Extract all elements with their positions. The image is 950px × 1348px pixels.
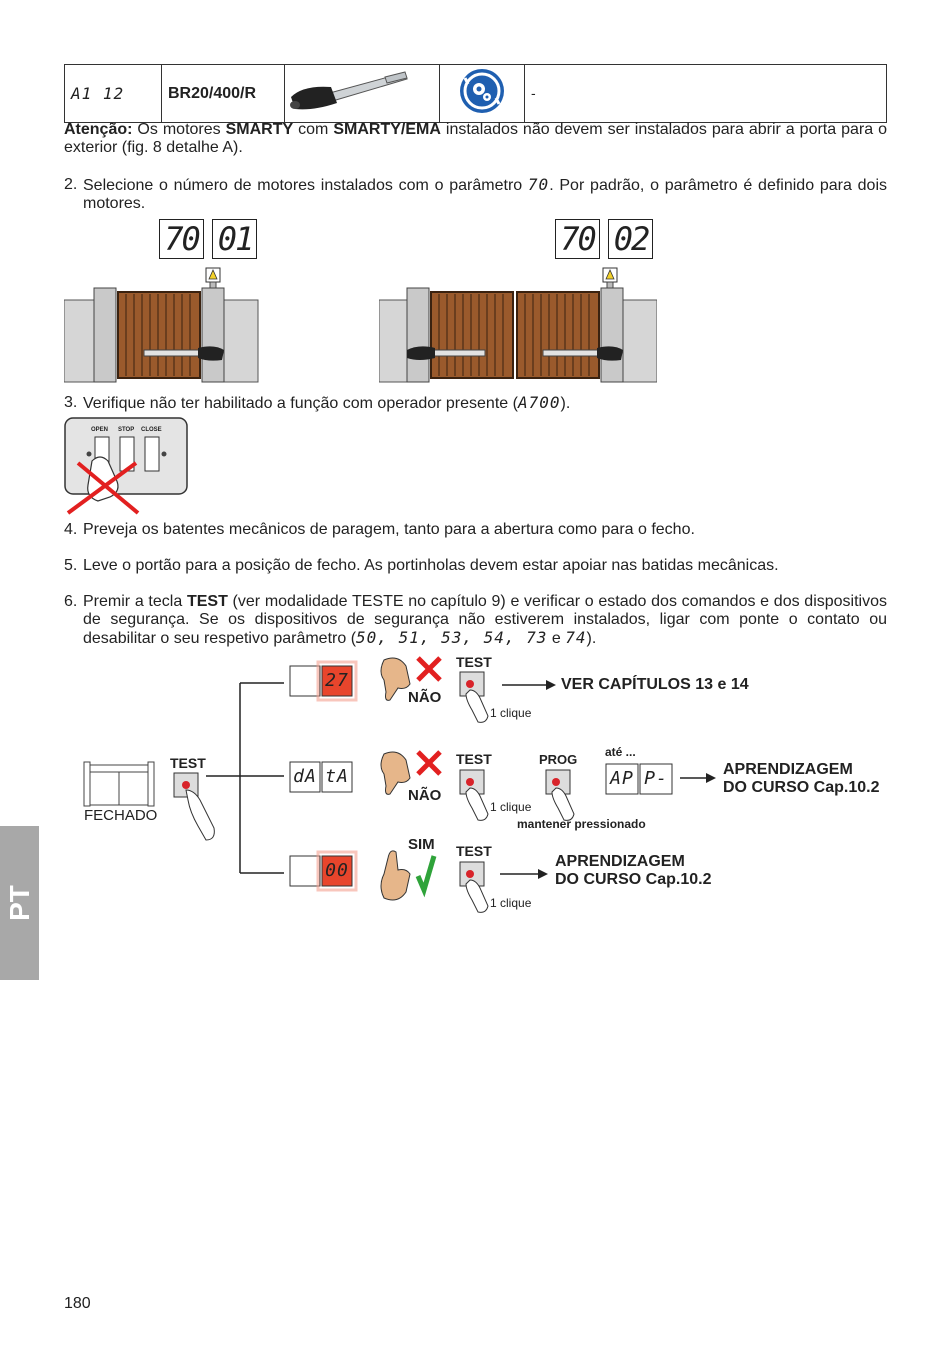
step-6-param-last: 74	[565, 628, 587, 647]
display-value: 01	[212, 219, 257, 259]
attention-paragraph	[64, 121, 887, 157]
spec-note-cell	[525, 65, 887, 123]
control-panel-illustration	[64, 417, 190, 517]
row2-hold: mantener pressionado	[517, 817, 646, 831]
row2-until: até ...	[605, 745, 636, 759]
step-5-number: 5.	[64, 557, 78, 574]
step-6-bold: TEST	[186, 593, 228, 610]
step-5	[64, 557, 887, 575]
spec-icon-cell	[440, 65, 525, 123]
step-3-text	[83, 394, 887, 413]
display-two-motors	[555, 219, 653, 259]
step-6-text	[83, 593, 887, 648]
row3-answer: SIM	[408, 836, 435, 853]
spec-note: -	[531, 84, 536, 101]
row2-result	[723, 761, 879, 797]
step-2-param: 70	[527, 175, 550, 194]
step-2-number: 2.	[64, 176, 78, 193]
step-2	[64, 176, 887, 213]
display-value: 02	[608, 219, 653, 259]
row3-result-line-1: APRENDIZAGEM	[555, 853, 685, 870]
display-single-motor	[159, 219, 257, 259]
step-6-number: 6.	[64, 593, 78, 610]
row2-click: 1 clique	[490, 800, 532, 814]
step-3-text-1: Verifique não ter habilitado a função com operador presente (	[83, 395, 518, 412]
row1-answer: NÃO	[408, 689, 442, 706]
row3-result	[555, 853, 711, 889]
attention-label: Atenção:	[64, 121, 133, 138]
page-number: 180	[64, 1295, 91, 1312]
row2-answer: NÃO	[408, 787, 442, 804]
row1-result: VER CAPÍTULOS 13 e 14	[561, 676, 749, 693]
step-3	[64, 394, 887, 413]
row2-disp-a: AP	[610, 768, 634, 789]
row2-prog-label: PROG	[539, 752, 578, 767]
step-6-text-1: Premir a tecla	[83, 593, 187, 610]
step-5-text: Leve o portão para a posição de fecho. As portinholas devem estar apoiar nas batidas mecânicas.	[83, 557, 779, 574]
step-6-text-4: ).	[586, 630, 597, 647]
step-2-text	[83, 176, 887, 213]
row2-result-line-2: DO CURSO Cap.10.2	[723, 779, 880, 796]
attention-text-2: com	[293, 121, 334, 138]
row3-click: 1 clique	[490, 896, 532, 910]
language-tab	[0, 826, 39, 980]
double-gate-illustration	[379, 266, 657, 384]
step-3-param: A700	[517, 393, 561, 412]
row3-test-label: TEST	[456, 843, 492, 859]
row1-display: 27	[325, 670, 349, 691]
row2-display-b: tA	[325, 766, 349, 787]
gear-rotation-icon	[459, 68, 505, 114]
attention-text-3: instalados não devem ser instalados para abrir a porta para o exterior (fig. 8 detalhe A).	[64, 121, 888, 156]
spec-model-cell	[162, 65, 285, 123]
step-3-number: 3.	[64, 394, 78, 411]
row3-display: 00	[325, 860, 349, 881]
panel-close-label: CLOSE	[141, 427, 162, 433]
step-2-text-1: Selecione o número de motores instalados com o parâmetro	[83, 177, 528, 194]
row2-display-a: dA	[293, 766, 317, 787]
step-4-text: Preveja os batentes mecânicos de paragem, tanto para a abertura como para o fecho.	[83, 521, 695, 538]
step-6-text-2: (ver modalidade TESTE no capítulo 9) e verificar o estado dos comandos e dos dispositivos de segurança. Se os dispositivos de segurança não estiverem instalados, ligar com ponte o contato ou desabilitar o seu respetivo parâmetro (	[83, 593, 888, 647]
step-6-text-3: e	[547, 630, 566, 647]
main-test-label: TEST	[170, 755, 206, 771]
attention-bold-1: SMARTY	[225, 121, 294, 138]
spec-code-cell	[65, 65, 162, 123]
spec-motor-cell	[285, 65, 440, 123]
display-param: 70	[555, 219, 600, 259]
panel-open-label: OPEN	[91, 427, 109, 433]
single-gate-illustration	[64, 266, 260, 384]
attention-text-1: Os motores	[132, 121, 226, 138]
language-tab-label: PT	[3, 885, 35, 921]
row3-result-line-2: DO CURSO Cap.10.2	[555, 871, 712, 888]
row1-test-label: TEST	[456, 654, 492, 670]
spec-model: BR20/400/R	[168, 84, 257, 102]
row2-result-line-1: APRENDIZAGEM	[723, 761, 853, 778]
row2-test-label: TEST	[456, 751, 492, 767]
panel-stop-label: STOP	[118, 427, 135, 433]
display-param: 70	[159, 219, 204, 259]
row2-disp-b: P-	[644, 768, 668, 789]
step-2-text-2: . Por padrão, o parâmetro é definido para dois motores.	[83, 177, 887, 212]
attention-bold-2: SMARTY/EMA	[333, 121, 441, 138]
step-3-text-2: ).	[560, 395, 571, 412]
step-4-number: 4.	[64, 521, 78, 538]
step-6	[64, 593, 887, 648]
row1-click: 1 clique	[490, 706, 532, 720]
closed-label: FECHADO	[84, 807, 158, 824]
spec-code: A1 12	[71, 83, 125, 103]
spec-table	[64, 64, 887, 123]
step-4	[64, 521, 887, 539]
actuator-image	[285, 65, 439, 117]
step-6-params: 50, 51, 53, 54, 73	[356, 628, 548, 647]
